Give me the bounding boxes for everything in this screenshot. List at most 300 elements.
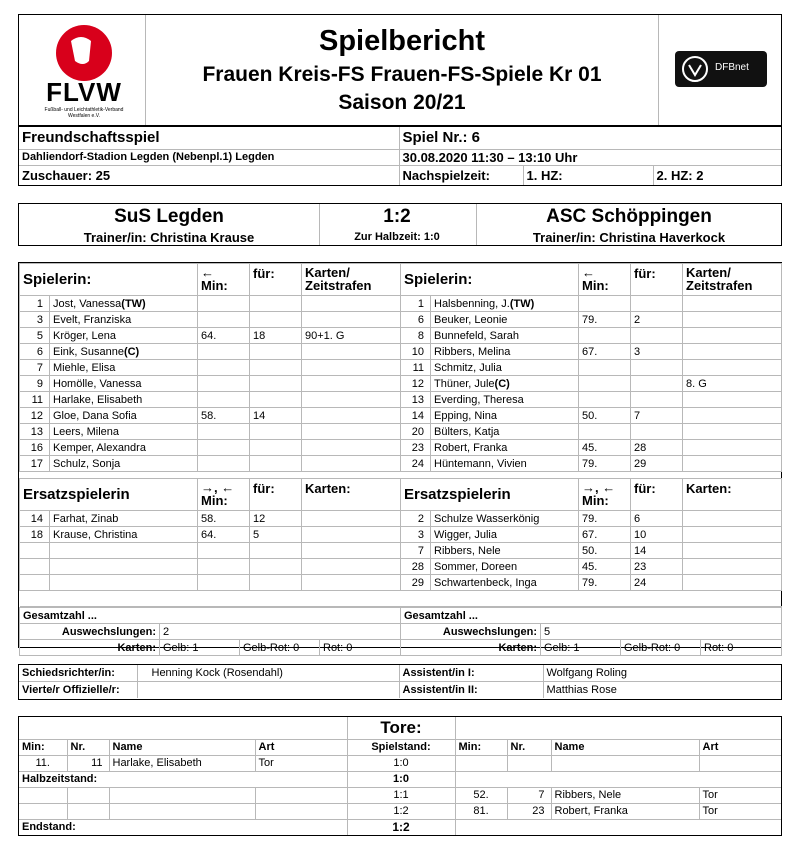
sub-row — [401, 543, 782, 559]
sub-row — [20, 511, 401, 527]
for-header: für: — [631, 264, 683, 296]
player-number: 12 — [401, 376, 431, 392]
arrows-inout-icon: →, ← — [582, 480, 616, 495]
player-row — [20, 360, 401, 376]
sub-for — [250, 575, 302, 591]
goal-score: 1:2 — [347, 803, 455, 819]
logo-wordmark: FLVW — [46, 77, 122, 107]
sub-name: Ribbers, Nele — [431, 543, 579, 559]
goal-row — [19, 787, 781, 803]
goal-row — [19, 755, 781, 771]
sub-name — [50, 559, 198, 575]
home-lineup — [19, 263, 400, 656]
dfbnet-logo — [675, 51, 767, 87]
total-label: Gesamtzahl ... — [401, 608, 782, 624]
goal-nr: 11 — [67, 755, 109, 771]
player-number: 17 — [20, 456, 50, 472]
goal-score-header: Spielstand: — [347, 739, 455, 755]
subs-header: Ersatzspielerin — [401, 479, 579, 511]
match-info-box — [18, 126, 782, 186]
sub-number — [20, 575, 50, 591]
player-name: Kemper, Alexandra — [53, 441, 146, 454]
player-row — [401, 392, 782, 408]
goal-min: 11. — [19, 755, 67, 771]
player-sub-for — [250, 456, 302, 472]
goal-nr: 23 — [507, 803, 551, 819]
cards-total-label: Karten: — [401, 640, 541, 656]
sub-for: 6 — [631, 511, 683, 527]
sub-name — [50, 543, 198, 559]
fourth-official-name — [137, 682, 399, 699]
season-title: Saison 20/21 — [338, 91, 466, 114]
player-name: Halsbenning, J. — [434, 297, 510, 310]
player-tag: (TW) — [121, 297, 146, 310]
player-row — [20, 312, 401, 328]
player-number: 7 — [20, 360, 50, 376]
sub-for — [250, 543, 302, 559]
sub-for — [250, 559, 302, 575]
total-label: Gesamtzahl ... — [20, 608, 401, 624]
player-sub-min — [579, 328, 631, 344]
player-sub-min — [579, 360, 631, 376]
player-cards — [683, 328, 782, 344]
for-header: für: — [631, 479, 683, 511]
final-result: 1:2 — [383, 206, 411, 227]
player-sub-for — [631, 376, 683, 392]
cards-total-label: Karten: — [20, 640, 160, 656]
player-cards — [302, 312, 401, 328]
sub-name: Wigger, Julia — [431, 527, 579, 543]
player-row — [401, 376, 782, 392]
sub-cards — [302, 511, 401, 527]
goal-nr-header: Nr. — [67, 739, 109, 755]
player-number: 13 — [20, 424, 50, 440]
player-number: 16 — [20, 440, 50, 456]
player-number: 6 — [20, 344, 50, 360]
player-cards: 8. G — [683, 376, 782, 392]
goals-away-spacer — [455, 717, 781, 739]
sub-cards — [683, 527, 782, 543]
sub-min: 50. — [579, 543, 631, 559]
player-name: Ribbers, Melina — [434, 345, 511, 358]
venue: Dahliendorf-Stadion Legden (Nebenpl.1) Legden — [19, 149, 399, 165]
match-type: Freundschaftsspiel — [19, 127, 399, 149]
sub-row — [401, 575, 782, 591]
game-number: Spiel Nr.: 6 — [399, 127, 781, 149]
player-name: Robert, Franka — [434, 441, 508, 454]
player-sub-for — [631, 424, 683, 440]
header-title-area — [145, 15, 659, 125]
player-number: 23 — [401, 440, 431, 456]
flvw-logo — [25, 19, 143, 123]
player-cards — [683, 360, 782, 376]
page-title: Spielbericht — [319, 25, 485, 57]
player-number: 14 — [401, 408, 431, 424]
player-sub-for — [250, 424, 302, 440]
sub-for: 23 — [631, 559, 683, 575]
header-box — [18, 14, 782, 126]
player-sub-min: 79. — [579, 312, 631, 328]
sub-cards — [302, 543, 401, 559]
player-name: Thüner, Jule — [434, 377, 495, 390]
player-row — [20, 328, 401, 344]
player-sub-for: 3 — [631, 344, 683, 360]
player-cards — [683, 312, 782, 328]
player-sub-min: 58. — [198, 408, 250, 424]
sub-cards — [683, 575, 782, 591]
penalties-header: Zeitstrafen — [305, 278, 372, 293]
sub-for: 10 — [631, 527, 683, 543]
final-label: Endstand: — [19, 819, 347, 835]
away-team-name: ASC Schöppingen — [546, 206, 712, 227]
sub-min: 58. — [198, 511, 250, 527]
player-sub-min — [579, 376, 631, 392]
goal-scorer: Harlake, Elisabeth — [109, 755, 255, 771]
assistant2-label: Assistent/in II: — [399, 682, 543, 699]
player-row — [401, 344, 782, 360]
player-name: Leers, Milena — [53, 425, 120, 438]
player-sub-for: 7 — [631, 408, 683, 424]
yellow-red-count: Gelb-Rot: 0 — [240, 640, 320, 656]
player-sub-for: 18 — [250, 328, 302, 344]
player-sub-for — [250, 360, 302, 376]
min-header: Min: — [201, 278, 228, 293]
player-cards — [302, 456, 401, 472]
cards-header: Karten: — [683, 479, 782, 511]
player-sub-min — [198, 344, 250, 360]
yellow-count: Gelb: 1 — [160, 640, 240, 656]
sub-min — [198, 575, 250, 591]
goal-name-header: Name — [109, 739, 255, 755]
player-name: Eink, Susanne — [53, 345, 124, 358]
player-tag: (C) — [494, 377, 510, 390]
min-header: Min: — [582, 493, 609, 508]
sub-min: 64. — [198, 527, 250, 543]
player-row — [20, 456, 401, 472]
sub-cards — [302, 527, 401, 543]
score-box — [18, 203, 782, 246]
assistant2-name: Matthias Rose — [543, 682, 781, 699]
player-sub-min: 50. — [579, 408, 631, 424]
goal-name-header-away: Name — [551, 739, 699, 755]
player-name: Hüntemann, Vivien — [434, 457, 527, 470]
dfbnet-label: DFBnet — [715, 62, 749, 73]
away-lineup — [400, 263, 781, 656]
sub-number: 14 — [20, 511, 50, 527]
sub-name: Farhat, Zinab — [50, 511, 198, 527]
goal-min-header: Min: — [19, 739, 67, 755]
cards-header: Karten: — [302, 479, 401, 511]
logo-subtext: Fußball- und Leichtathletik-Verband Westfalen e.V. — [44, 107, 124, 119]
player-cards — [683, 456, 782, 472]
goal-type: Tor — [255, 755, 347, 771]
player-row — [20, 424, 401, 440]
player-number: 13 — [401, 392, 431, 408]
player-cards — [683, 392, 782, 408]
player-cards — [302, 376, 401, 392]
player-sub-min — [198, 392, 250, 408]
player-sub-for — [631, 296, 683, 312]
goal-type: Tor — [699, 787, 781, 803]
min-header: Min: — [201, 493, 228, 508]
player-row — [401, 296, 782, 312]
player-cards — [302, 360, 401, 376]
referee-label: Schiedsrichter/in: — [19, 665, 137, 682]
player-name: Kröger, Lena — [53, 329, 116, 342]
player-row — [20, 344, 401, 360]
player-cards — [683, 408, 782, 424]
player-sub-min: 67. — [579, 344, 631, 360]
goal-nr: 7 — [507, 787, 551, 803]
sub-for: 14 — [631, 543, 683, 559]
player-sub-for: 2 — [631, 312, 683, 328]
player-sub-for — [250, 296, 302, 312]
sub-min: 79. — [579, 575, 631, 591]
player-name: Schmitz, Julia — [434, 361, 502, 374]
player-sub-min — [198, 296, 250, 312]
player-sub-min — [579, 296, 631, 312]
goals-home-spacer — [19, 717, 347, 739]
player-sub-min — [198, 456, 250, 472]
player-number: 12 — [20, 408, 50, 424]
player-row — [401, 408, 782, 424]
for-header: für: — [250, 264, 302, 296]
goal-min-header-away: Min: — [455, 739, 507, 755]
spectators: Zuschauer: 25 — [19, 165, 399, 185]
player-row — [401, 424, 782, 440]
sub-name: Schwartenbeck, Inga — [431, 575, 579, 591]
player-sub-for — [250, 312, 302, 328]
player-cards — [302, 392, 401, 408]
player-sub-for — [250, 392, 302, 408]
player-name: Schulz, Sonja — [53, 457, 121, 470]
away-trainer: Trainer/in: Christina Haverkock — [532, 230, 726, 245]
min-header: Min: — [582, 278, 609, 293]
sub-cards — [302, 575, 401, 591]
sub-min: 67. — [579, 527, 631, 543]
sub-cards — [683, 543, 782, 559]
goal-scorer: Robert, Franka — [551, 803, 699, 819]
referee-name: Henning Kock (Rosendahl) — [137, 665, 399, 682]
goal-nr-header-away: Nr. — [507, 739, 551, 755]
goal-row — [19, 803, 781, 819]
goal-score: 1:1 — [347, 787, 455, 803]
player-number: 24 — [401, 456, 431, 472]
player-sub-min: 79. — [579, 456, 631, 472]
player-sub-for — [250, 344, 302, 360]
red-count: Rot: 0 — [320, 640, 401, 656]
player-header: Spielerin: — [401, 264, 579, 296]
player-row — [401, 440, 782, 456]
player-name: Epping, Nina — [434, 409, 497, 422]
player-tag: (C) — [123, 345, 140, 358]
sub-cards — [683, 511, 782, 527]
sub-for: 5 — [250, 527, 302, 543]
sub-row — [20, 543, 401, 559]
player-sub-for: 29 — [631, 456, 683, 472]
player-number: 5 — [20, 328, 50, 344]
extra-time-half1: 1. HZ: — [523, 165, 653, 185]
goal-min: 52. — [455, 787, 507, 803]
player-name: Harlake, Elisabeth — [53, 393, 143, 406]
competition-title: Frauen Kreis-FS Frauen-FS-Spiele Kr 01 — [202, 63, 602, 86]
player-cards — [302, 424, 401, 440]
player-cards — [683, 344, 782, 360]
sub-min — [198, 559, 250, 575]
sub-row — [20, 575, 401, 591]
player-name: Beuker, Leonie — [434, 313, 508, 326]
substitutions-label: Auswechslungen: — [20, 624, 160, 640]
sub-name — [50, 575, 198, 591]
player-sub-min — [198, 424, 250, 440]
sub-number — [20, 543, 50, 559]
player-cards — [302, 440, 401, 456]
sub-name: Schulze Wasserkönig — [431, 511, 579, 527]
player-cards — [302, 408, 401, 424]
sub-number — [20, 559, 50, 575]
player-cards — [683, 440, 782, 456]
sub-row — [401, 559, 782, 575]
sub-number: 29 — [401, 575, 431, 591]
player-cards: 90+1. G — [302, 328, 401, 344]
player-sub-for — [250, 376, 302, 392]
sub-min: 45. — [579, 559, 631, 575]
player-number: 8 — [401, 328, 431, 344]
player-cards — [302, 344, 401, 360]
sub-row — [401, 527, 782, 543]
dfb-eagle-icon — [681, 55, 709, 83]
player-sub-for: 28 — [631, 440, 683, 456]
subs-header: Ersatzspielerin — [20, 479, 198, 511]
final-score: 1:2 — [347, 819, 455, 835]
match-datetime: 30.08.2020 11:30 – 13:10 Uhr — [399, 149, 781, 165]
player-sub-for — [631, 392, 683, 408]
sub-name: Krause, Christina — [50, 527, 198, 543]
player-row — [20, 392, 401, 408]
yellow-count: Gelb: 1 — [541, 640, 621, 656]
assistant1-name: Wolfgang Roling — [543, 665, 781, 682]
player-sub-min — [198, 312, 250, 328]
player-sub-min — [198, 360, 250, 376]
player-number: 3 — [20, 312, 50, 328]
substitutions-label: Auswechslungen: — [401, 624, 541, 640]
sub-for: 24 — [631, 575, 683, 591]
player-number: 9 — [20, 376, 50, 392]
player-sub-min — [579, 424, 631, 440]
sub-min: 79. — [579, 511, 631, 527]
player-number: 10 — [401, 344, 431, 360]
penalties-header: Zeitstrafen — [686, 278, 753, 293]
goal-art-header-away: Art — [699, 739, 781, 755]
sub-number: 28 — [401, 559, 431, 575]
player-name: Bunnefeld, Sarah — [434, 329, 520, 342]
player-sub-min: 64. — [198, 328, 250, 344]
goals-title: Tore: — [347, 717, 455, 739]
player-sub-for: 14 — [250, 408, 302, 424]
sub-cards — [302, 559, 401, 575]
arrow-out-icon: ← — [582, 265, 596, 280]
officials-box — [18, 664, 782, 700]
sub-number: 3 — [401, 527, 431, 543]
player-row — [401, 312, 782, 328]
player-sub-for — [250, 440, 302, 456]
player-tag: (TW) — [509, 297, 535, 310]
extra-time-half2: 2. HZ: 2 — [653, 165, 781, 185]
assistant1-label: Assistent/in I: — [399, 665, 543, 682]
player-sub-for — [631, 328, 683, 344]
player-name: Evelt, Franziska — [53, 313, 132, 326]
player-name: Everding, Theresa — [434, 393, 524, 406]
player-number: 6 — [401, 312, 431, 328]
player-sub-min — [198, 376, 250, 392]
player-cards — [683, 424, 782, 440]
halftime-label: Halbzeitstand: — [19, 771, 347, 787]
player-header: Spielerin: — [20, 264, 198, 296]
substitutions-count: 2 — [160, 624, 401, 640]
fourth-official-label: Vierte/r Offizielle/r: — [19, 682, 137, 699]
halftime-score: 1:0 — [347, 771, 455, 787]
home-team-name: SuS Legden — [114, 206, 224, 227]
sub-for: 12 — [250, 511, 302, 527]
arrow-out-icon: ← — [201, 265, 215, 280]
sub-number: 7 — [401, 543, 431, 559]
sub-min — [198, 543, 250, 559]
player-number: 20 — [401, 424, 431, 440]
goals-box — [18, 716, 782, 836]
yellow-red-count: Gelb-Rot: 0 — [621, 640, 701, 656]
for-header: für: — [250, 479, 302, 511]
player-number: 1 — [401, 296, 431, 312]
sub-row — [401, 511, 782, 527]
red-count: Rot: 0 — [701, 640, 782, 656]
player-sub-min: 45. — [579, 440, 631, 456]
player-row — [401, 360, 782, 376]
player-cards — [302, 296, 401, 312]
cards-header: Karten/ — [686, 265, 731, 280]
player-number: 1 — [20, 296, 50, 312]
player-cards — [683, 296, 782, 312]
player-row — [20, 440, 401, 456]
halftime-result: Zur Halbzeit: 1:0 — [354, 231, 440, 243]
sub-cards — [683, 559, 782, 575]
player-sub-min — [579, 392, 631, 408]
substitutions-count: 5 — [541, 624, 782, 640]
player-row — [401, 456, 782, 472]
goal-type: Tor — [699, 803, 781, 819]
player-sub-min — [198, 440, 250, 456]
goal-art-header: Art — [255, 739, 347, 755]
player-number: 11 — [20, 392, 50, 408]
player-name: Bülters, Katja — [434, 425, 500, 438]
goal-score: 1:0 — [347, 755, 455, 771]
player-sub-for — [631, 360, 683, 376]
home-trainer: Trainer/in: Christina Krause — [83, 230, 255, 245]
extra-time-label: Nachspielzeit: — [399, 165, 523, 185]
cards-header: Karten/ — [305, 265, 350, 280]
player-row — [20, 408, 401, 424]
sub-name: Sommer, Doreen — [431, 559, 579, 575]
goal-min: 81. — [455, 803, 507, 819]
player-name: Homölle, Vanessa — [53, 377, 142, 390]
player-name: Miehle, Elisa — [53, 361, 116, 374]
player-number: 11 — [401, 360, 431, 376]
player-name: Jost, Vanessa — [53, 297, 122, 310]
player-row — [401, 328, 782, 344]
arrows-inout-icon: →, ← — [201, 480, 235, 495]
sub-row — [20, 559, 401, 575]
sub-row — [20, 527, 401, 543]
player-row — [20, 296, 401, 312]
